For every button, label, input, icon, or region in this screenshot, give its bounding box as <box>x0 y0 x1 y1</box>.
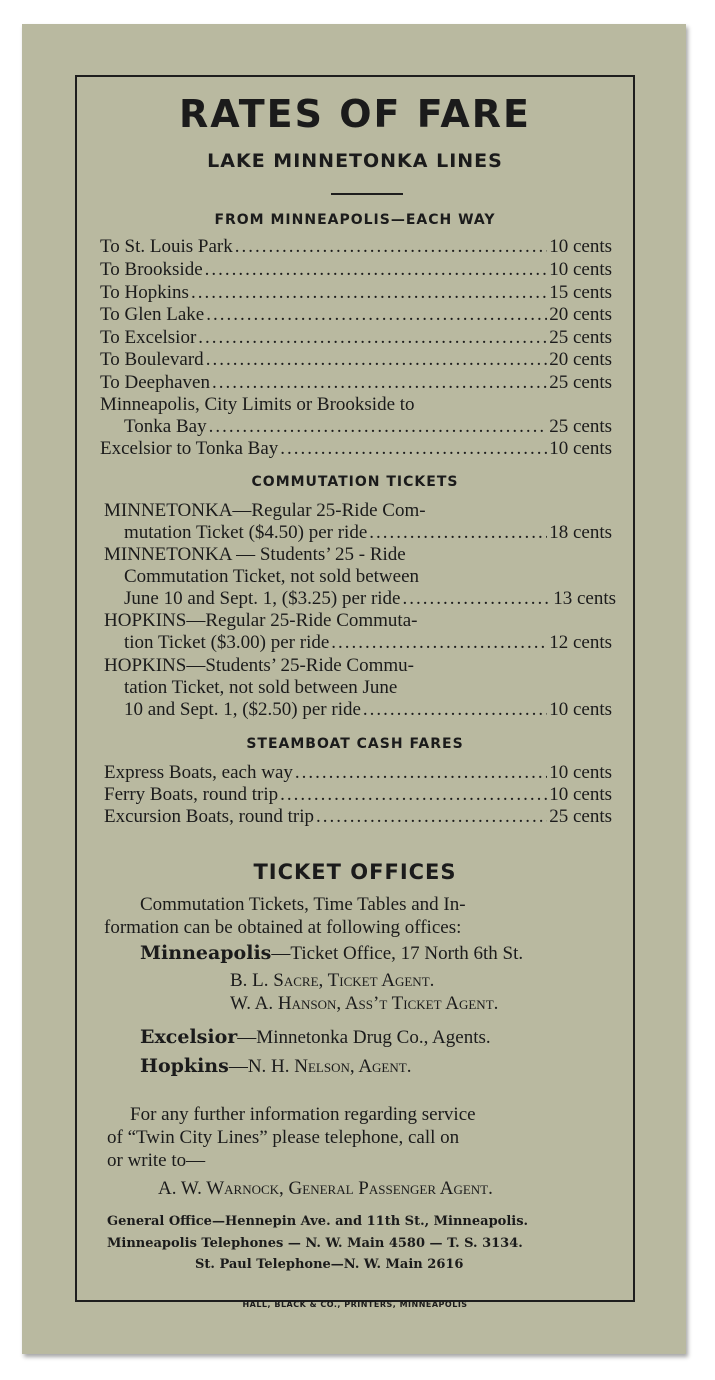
info-line: or write to— <box>107 1150 206 1171</box>
fare-label: Express Boats, each way <box>104 762 293 783</box>
section-heading-ticket-offices: TICKET OFFICES <box>253 860 457 884</box>
fare-label: To Glen Lake <box>100 304 205 325</box>
office-excelsior <box>140 1026 491 1049</box>
fare-label: Excursion Boats, round trip <box>104 806 315 827</box>
fare-label: To Boulevard <box>100 349 204 370</box>
office-detail: —Ticket Office, 17 North 6th St. <box>271 943 524 964</box>
section-heading-commutation: COMMUTATION TICKETS <box>251 474 459 490</box>
fare-row <box>124 416 612 438</box>
printer-imprint: HALL, BLACK & CO., PRINTERS, MINNEAPOLIS <box>242 1300 468 1309</box>
fare-row <box>124 699 612 721</box>
fare-value: 10 cents <box>549 699 612 720</box>
fare-row <box>124 632 612 654</box>
office-city: Excelsior <box>140 1026 238 1048</box>
fare-label: 10 and Sept. 1, ($2.50) per ride <box>124 699 361 720</box>
office-detail: —N. H. Nelson, Agent. <box>228 1056 412 1077</box>
fare-label: tion Ticket ($3.00) per ride <box>124 632 330 653</box>
office-agent: B. L. Sacre, Ticket Agent. <box>230 970 435 991</box>
fare-row <box>124 588 616 610</box>
fare-row <box>100 304 612 326</box>
fare-value: 18 cents <box>549 522 612 543</box>
fare-value: 10 cents <box>549 784 612 805</box>
commutation-line: MINNETONKA — Students’ 25 - Ride <box>104 544 406 565</box>
page-title: RATES OF FARE <box>179 92 531 136</box>
info-agent: A. W. Warnock, General Passenger Agent. <box>158 1178 493 1199</box>
fare-value: 15 cents <box>549 282 612 303</box>
office-city: Minneapolis <box>140 942 272 964</box>
section-heading-from-minneapolis: FROM MINNEAPOLIS—EACH WAY <box>214 212 496 228</box>
office-hopkins <box>140 1055 411 1078</box>
offices-intro: Commutation Tickets, Time Tables and In- <box>140 894 466 915</box>
commutation-line: HOPKINS—Students’ 25-Ride Commu- <box>104 655 414 676</box>
fare-value: 20 cents <box>549 349 612 370</box>
page-subtitle: LAKE MINNETONKA LINES <box>207 150 503 172</box>
fare-value: 20 cents <box>549 304 612 325</box>
commutation-line: tation Ticket, not sold between June <box>124 677 398 698</box>
fare-row <box>104 806 612 828</box>
fare-value: 25 cents <box>549 806 612 827</box>
fare-label: Excelsior to Tonka Bay <box>100 438 279 459</box>
title-divider <box>331 193 403 195</box>
fare-value: 10 cents <box>549 259 612 280</box>
office-detail: —Minnetonka Drug Co., Agents. <box>237 1027 491 1048</box>
fare-row <box>100 372 612 394</box>
fare-note-line: Minneapolis, City Limits or Brookside to <box>100 394 415 415</box>
fare-row <box>100 438 612 460</box>
fare-label: mutation Ticket ($4.50) per ride <box>124 522 368 543</box>
office-city: Hopkins <box>140 1055 229 1077</box>
fare-label: To Deephaven <box>100 372 210 393</box>
fare-label: To Excelsior <box>100 327 197 348</box>
fare-row <box>100 349 612 371</box>
fare-label: Tonka Bay <box>124 416 207 437</box>
fare-row <box>104 762 612 784</box>
footer-line: Minneapolis Telephones — N. W. Main 4580 — T. S. 3134. <box>107 1236 523 1251</box>
fare-value: 13 cents <box>553 588 616 609</box>
fare-value: 25 cents <box>549 416 612 437</box>
fare-value: 12 cents <box>549 632 612 653</box>
info-line: For any further information regarding service <box>130 1104 476 1125</box>
fare-row <box>100 282 612 304</box>
fare-row <box>100 236 612 258</box>
fare-value: 10 cents <box>549 762 612 783</box>
fare-value: 25 cents <box>549 372 612 393</box>
fare-row <box>100 259 612 281</box>
commutation-line: HOPKINS—Regular 25-Ride Commuta- <box>104 610 418 631</box>
footer-line: St. Paul Telephone—N. W. Main 2616 <box>195 1257 464 1272</box>
fare-label: To Hopkins <box>100 282 189 303</box>
office-minneapolis <box>140 942 523 965</box>
commutation-line: Commutation Ticket, not sold between <box>124 566 420 587</box>
fare-value: 25 cents <box>549 327 612 348</box>
fare-row <box>100 327 612 349</box>
fare-label: Ferry Boats, round trip <box>104 784 279 805</box>
section-heading-steamboat: STEAMBOAT CASH FARES <box>246 736 464 752</box>
fare-value: 10 cents <box>549 438 612 459</box>
info-line: of “Twin City Lines” please telephone, call on <box>107 1127 460 1148</box>
commutation-line: MINNETONKA—Regular 25-Ride Com- <box>104 500 426 521</box>
offices-intro: formation can be obtained at following offices: <box>104 917 462 938</box>
fare-label: To St. Louis Park <box>100 236 233 257</box>
fare-label: June 10 and Sept. 1, ($3.25) per ride <box>124 588 401 609</box>
fare-value: 10 cents <box>549 236 612 257</box>
fare-row <box>124 522 612 544</box>
office-agent: W. A. Hanson, Ass’t Ticket Agent. <box>230 993 499 1014</box>
fare-label: To Brookside <box>100 259 203 280</box>
footer-line: General Office—Hennepin Ave. and 11th St., Minneapolis. <box>107 1214 529 1229</box>
fare-row <box>104 784 612 806</box>
